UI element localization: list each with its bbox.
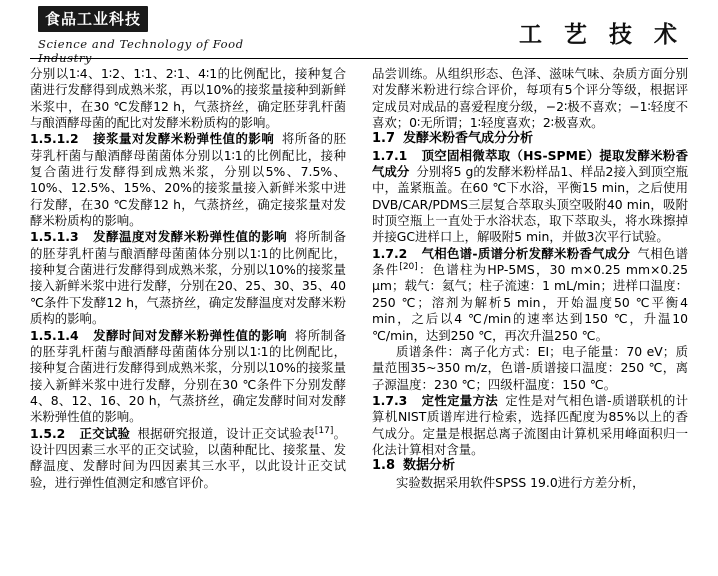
right-section-3 — [372, 246, 688, 344]
left-paragraph-0: 分别以1∶4、1∶2、1∶1、2∶1、4∶1的比例配比，接种复合菌进行发酵得到成熟米浆，再以10%的接浆量接种到新鲜米浆中，在30 ℃发酵12 h，气蒸挤丝，确定胚芽乳杆菌与酿酒酵母菌的配比对发酵米粉质构的影响。 — [30, 66, 346, 131]
heading-title: 发酵时间对发酵米粉弹性值的影响 — [92, 327, 288, 343]
right-paragraph-4: 质谱条件：离子化方式：EI；电子能量：70 eV；质量范围35~350 m/z，色谱-质谱接口温度：250 ℃，离子源温度：230 ℃；四级杆温度：150 ℃。 — [372, 343, 688, 392]
heading-title: 发酵温度对发酵米粉弹性值的影响 — [92, 229, 288, 245]
left-section-1 — [30, 131, 346, 229]
right-column — [370, 66, 688, 572]
section-title: 工 艺 技 术 — [518, 21, 684, 48]
right-heading-6 — [372, 458, 688, 474]
right-section-2 — [372, 148, 688, 246]
left-section-2 — [30, 229, 346, 327]
heading-number: 1.7.1 — [372, 147, 408, 163]
heading-title: 气相色谱-质谱分析发酵米粉香气成分 — [421, 245, 631, 261]
heading-title: 正交试验 — [79, 425, 131, 441]
masthead — [0, 0, 718, 65]
heading-title: 接浆量对发酵米粉弹性值的影响 — [92, 131, 275, 147]
paragraph-text: 将所备的胚芽乳杆菌与酿酒酵母菌菌体分别以1∶1的比例配比，接种复合菌进行发酵得到成熟米浆，分别以5%、7.5%、10%、12.5%、15%、20%的接浆量接入新鲜米浆中进行发酵，在30 ℃发酵12 h，气蒸挤丝，确定接浆量对发酵米粉质构的影响。 — [30, 131, 347, 229]
heading-title: 定性定量方法 — [421, 392, 498, 408]
left-section-3 — [30, 328, 346, 426]
right-heading-1 — [372, 131, 688, 147]
heading-number: 1.5.2 — [30, 425, 66, 441]
paragraph-text: 定性是对气相色谱-质谱联机的计算机NIST质谱库进行检索，选择匹配度为85%以上的香气成分。定量是根据总离子流图由计算机采用峰面积归一化法计算相对含量。 — [372, 392, 688, 457]
right-paragraph-7: 实验数据采用软件SPSS 19.0进行方差分析， — [396, 474, 645, 490]
paragraph-text: 气相色谱条件[20]：色谱柱为HP-5MS，30 m×0.25 mm×0.25 μm；载气：氦气；柱子流速：1 mL/min；进样口温度：250 ℃；溶剂为解析5 min，开始温度50 ℃平衡4 min，之后以4 ℃/min的速率达到150 ℃，升温10 ℃/min，达到250 ℃，再次升温250 ℃。 — [372, 245, 688, 343]
heading-number: 1.7 — [372, 131, 396, 147]
heading-title: 顶空固相微萃取（HS-SPME）提取发酵米粉香气成分 — [372, 147, 688, 180]
journal-logo-subtitle: Science and Technology of Food Industry — [38, 37, 244, 65]
heading-title: 发酵米粉香气成分分析 — [403, 131, 534, 147]
header-divider — [30, 58, 688, 59]
paragraph-text: 分别将5 g的发酵米粉样品1、样品2接入到顶空瓶中，盖紧瓶盖。在60 ℃下水浴，平衡15 min，之后使用DVB/CAR/PDMS三层复合萃取头顶空吸附40 min，吸附时顶空瓶上一直处于水浴状态，取下萃取头，将水珠擦掉并接GC进样口上，解吸附5 min，并做3次平行试验。 — [372, 164, 688, 245]
heading-number: 1.7.3 — [372, 392, 408, 408]
heading-title: 数据分析 — [403, 458, 456, 474]
right-paragraph-0: 品尝训练。从组织形态、色泽、滋味气味、杂质方面分别对发酵米粉进行综合评价，每项有5个评分等级，根据评定成员对成品的喜爱程度分级，−2∶极不喜欢；−1∶轻度不喜欢；0∶无所谓；1∶轻度喜欢；2∶极喜欢。 — [372, 66, 688, 131]
heading-number: 1.8 — [372, 458, 396, 474]
left-section-4 — [30, 426, 346, 491]
journal-logo: 食品工业科技 — [38, 6, 148, 32]
left-column — [30, 66, 348, 572]
two-column-body — [30, 66, 688, 572]
heading-number: 1.5.1.3 — [30, 229, 79, 245]
heading-number: 1.7.2 — [372, 245, 408, 261]
right-section-5 — [372, 393, 688, 458]
paragraph-text: 将所制备的胚芽乳杆菌与酿酒酵母菌菌体分别以1∶1的比例配比，接种复合菌进行发酵得到成熟米浆，分别以10%的接浆量接入新鲜米浆中进行发酵，分别在20、25、30、35、40 ℃条件下发酵12 h，气蒸挤丝，确定发酵温度对发酵米粉质构的影响。 — [30, 229, 347, 327]
heading-number: 1.5.1.2 — [30, 131, 79, 147]
paragraph-text: 将所制备的胚芽乳杆菌与酿酒酵母菌菌体分别以1∶1的比例配比，接种复合菌进行发酵得到成熟米浆，分别以10%的接浆量接入新鲜米浆中进行发酵，分别在30 ℃条件下分别发酵4、8、12、16、20 h，气蒸挤丝，确定发酵时间对发酵米粉弹性值的影响。 — [30, 327, 347, 425]
heading-number: 1.5.1.4 — [30, 327, 79, 343]
paragraph-text: 根据研究报道，设计正交试验表[17]。设计四因素三水平的正交试验，以菌种配比、接浆量、发酵温度、发酵时间为四因素其三水平，以此设计正交试验，进行弹性值测定和感官评价。 — [30, 425, 347, 490]
